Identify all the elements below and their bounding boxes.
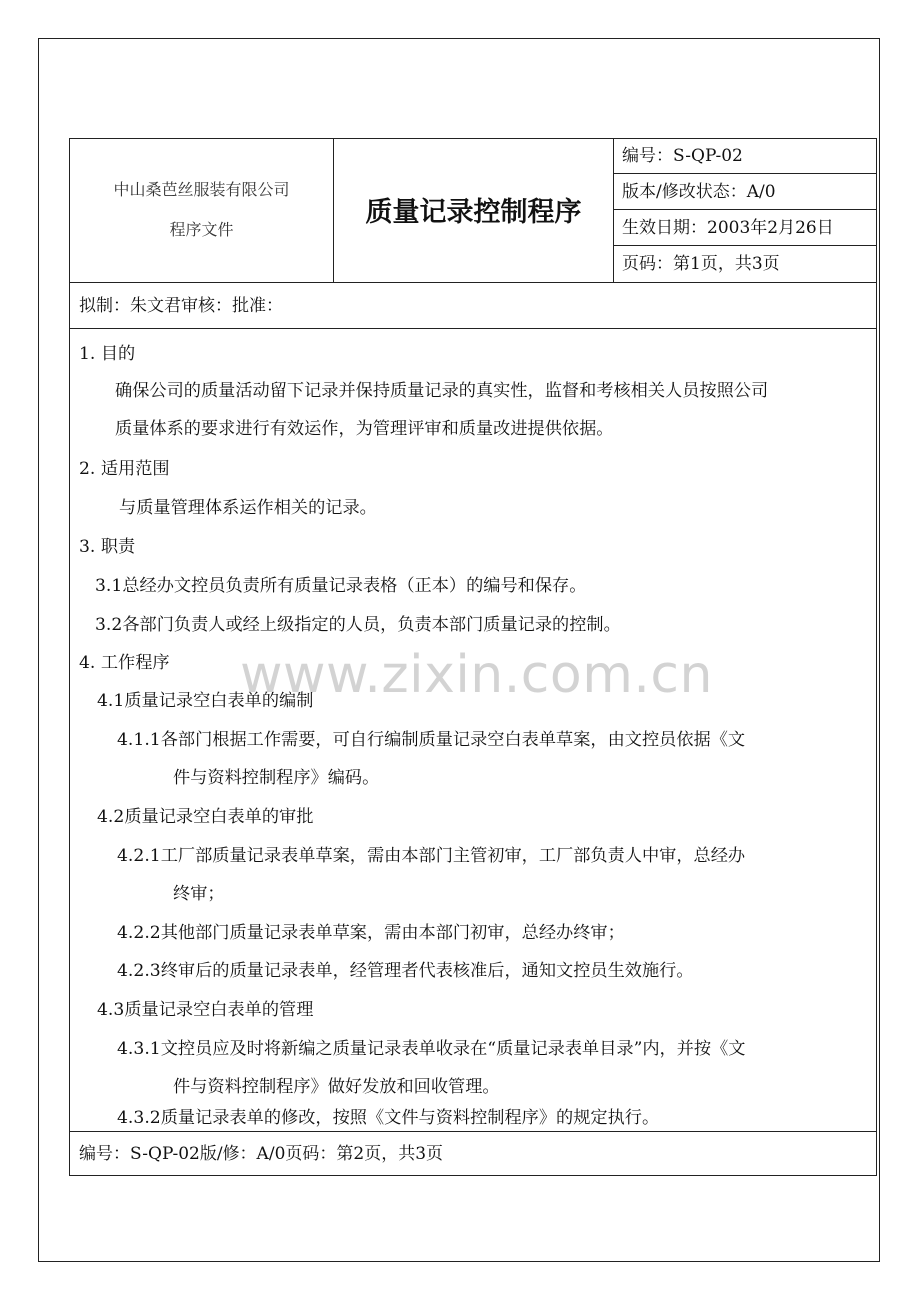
form-footer: 编号：S-QP-02版/修：A/0页码：第2页，共3页 <box>70 1131 876 1177</box>
body-text: 件与资料控制程序》编码。 <box>173 768 380 788</box>
section-heading: 2. 适用范围 <box>79 459 170 479</box>
body-text: 4.2.1工厂部质量记录表单草案，需由本部门主管初审，工厂部负责人中审，总经办 <box>117 846 746 866</box>
document-body <box>70 329 876 1131</box>
body-text: 3.1总经办文控员负责所有质量记录表格（正本）的编号和保存。 <box>95 576 587 596</box>
section-heading: 3. 职责 <box>79 537 136 557</box>
body-text: 确保公司的质量活动留下记录并保持质量记录的真实性，监督和考核相关人员按照公司 <box>115 381 769 401</box>
body-text: 4.2.3终审后的质量记录表单，经管理者代表核准后，通知文控员生效施行。 <box>117 961 694 981</box>
body-text: 4.3.1文控员应及时将新编之质量记录表单收录在“质量记录表单目录”内，并按《文 <box>117 1039 746 1059</box>
subsection-heading: 4.2质量记录空白表单的审批 <box>97 807 314 827</box>
subsection-heading: 4.1质量记录空白表单的编制 <box>97 691 314 711</box>
company-name: 中山桑芭丝服装有限公司 <box>113 180 290 199</box>
body-text: 3.2各部门负责人或经上级指定的人员，负责本部门质量记录的控制。 <box>95 615 621 635</box>
body-text: 4.1.1各部门根据工作需要，可自行编制质量记录空白表单草案，由文控员依据《文 <box>117 730 746 750</box>
section-heading: 4. 工作程序 <box>79 653 170 673</box>
header-title-cell <box>334 139 614 282</box>
body-text: 4.3.2质量记录表单的修改，按照《文件与资料控制程序》的规定执行。 <box>117 1108 660 1128</box>
header-meta-cell <box>614 139 876 282</box>
document-title: 质量记录控制程序 <box>365 197 582 228</box>
approval-row: 拟制：朱文君审核：批准： <box>70 283 876 329</box>
body-text: 件与资料控制程序》做好发放和回收管理。 <box>173 1077 500 1097</box>
header-company-cell <box>70 139 334 282</box>
body-text: 质量体系的要求进行有效运作，为管理评审和质量改进提供依据。 <box>115 419 614 439</box>
document-number: 编号：S-QP-02 <box>614 139 876 174</box>
body-text: 与质量管理体系运作相关的记录。 <box>119 498 377 518</box>
section-heading: 1. 目的 <box>79 344 136 364</box>
page-number: 页码：第1页，共3页 <box>622 254 780 274</box>
version-status: 版本/修改状态：A/0 <box>614 175 876 210</box>
body-text: 终审； <box>173 884 225 904</box>
document-type: 程序文件 <box>169 220 234 239</box>
watermark: www.zixin.com.cn <box>240 645 713 705</box>
subsection-heading: 4.3质量记录空白表单的管理 <box>97 1000 314 1020</box>
effective-date: 生效日期：2003年2月26日 <box>614 211 876 246</box>
document-header <box>70 139 876 283</box>
body-text: 4.2.2其他部门质量记录表单草案，需由本部门初审，总经办终审； <box>117 923 625 943</box>
